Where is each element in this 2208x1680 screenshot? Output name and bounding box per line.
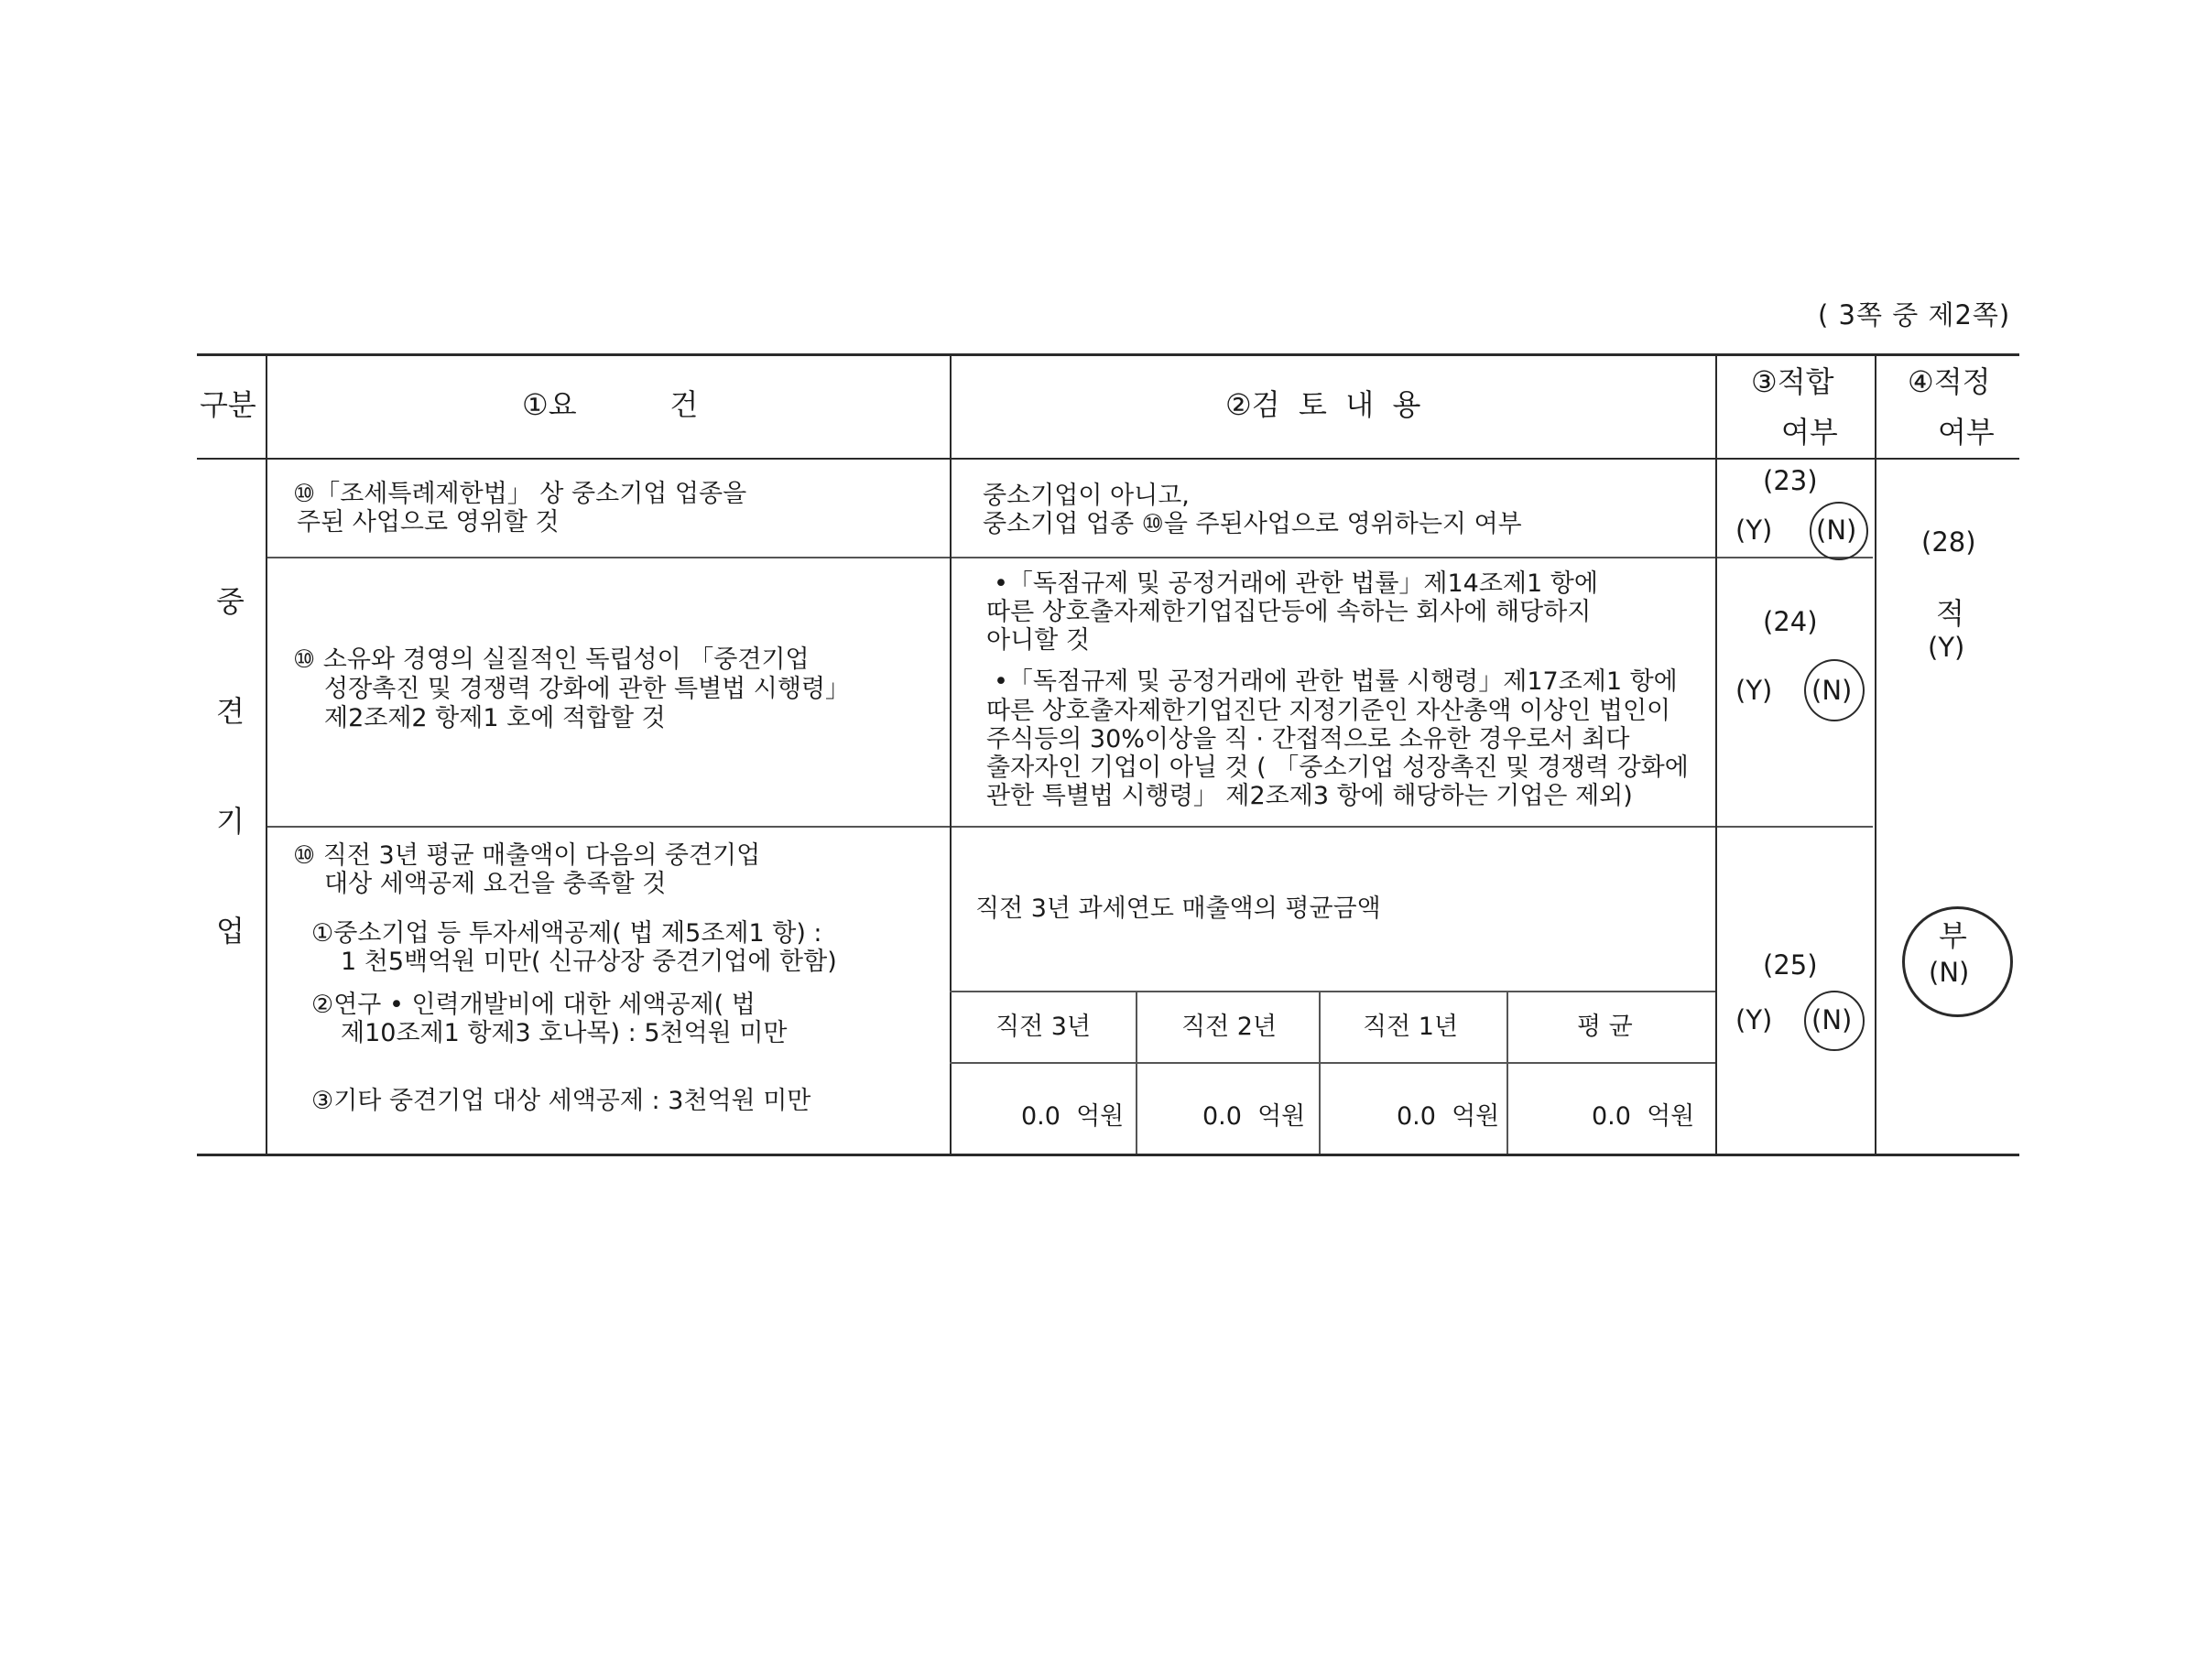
header-requirement: ①요 건 xyxy=(522,387,699,422)
col-divider-3 xyxy=(1715,353,1717,1155)
sales-col-3 xyxy=(1506,991,1508,1154)
category-char-1: 중 xyxy=(216,584,245,619)
page-number: ( 3쪽 중 제2쪽) xyxy=(1818,299,2011,331)
sales-header-1y: 직전 1년 xyxy=(1363,1013,1459,1041)
sales-header-2y: 직전 2년 xyxy=(1181,1013,1278,1041)
row1-y-option[interactable]: (Y) xyxy=(1735,515,1773,546)
row2-code: (24) xyxy=(1763,606,1818,637)
proper-bottom-n[interactable]: (N) xyxy=(1929,957,1970,988)
row3-n-option[interactable]: (N) xyxy=(1811,1004,1853,1035)
header-category: 구분 xyxy=(200,387,256,422)
row2-y-option[interactable]: (Y) xyxy=(1735,675,1773,706)
row2-border xyxy=(266,826,1873,828)
row1-n-option[interactable]: (N) xyxy=(1816,515,1857,546)
proper-bottom-value: 부 xyxy=(1939,918,1967,953)
sales-col-2 xyxy=(1319,991,1321,1154)
row2-review-line5: 따른 상호출자제한기업진단 지정기준인 자산총액 이상인 법인이 xyxy=(986,697,1671,725)
row1-review-line2: 중소기업 업종 ⑩을 주된사업으로 영위하는지 여부 xyxy=(983,510,1522,538)
row3-requirement-line7: ③기타 중견기업 대상 세액공제 : 3천억원 미만 xyxy=(311,1087,811,1115)
category-char-4: 업 xyxy=(216,914,245,948)
col-divider-4 xyxy=(1875,353,1876,1155)
row3-requirement-line6: 제10조제1 항제3 호나목) : 5천억원 미만 xyxy=(341,1019,788,1047)
header-proper-line2: 여부 xyxy=(1938,415,1995,450)
col-divider-1 xyxy=(266,353,267,1155)
sales-value-1y[interactable]: 0.0 억원 xyxy=(1397,1102,1500,1131)
row3-review-title: 직전 3년 과세연도 매출액의 평균금액 xyxy=(975,894,1381,923)
sales-value-3y[interactable]: 0.0 억원 xyxy=(1021,1102,1125,1131)
proper-top-code: (28) xyxy=(1921,526,1976,558)
category-char-3: 기 xyxy=(216,804,245,839)
row3-code: (25) xyxy=(1763,949,1818,981)
sales-header-3y: 직전 3년 xyxy=(995,1013,1092,1041)
row3-requirement-line3: ①중소기업 등 투자세액공제( 법 제5조제1 항) : xyxy=(311,919,822,948)
row2-n-option[interactable]: (N) xyxy=(1811,675,1853,706)
sales-header-avg: 평 균 xyxy=(1577,1013,1633,1041)
row2-review-line1: •「독점규제 및 공정거래에 관한 법률」제14조제1 항에 xyxy=(994,569,1598,598)
row2-review-line8: 관한 특별법 시행령」 제2조제3 항에 해당하는 기업은 제외) xyxy=(986,782,1633,810)
row1-requirement-line1: ⑩「조세특례제한법」 상 중소기업 업종을 xyxy=(293,480,747,508)
sales-table-mid xyxy=(950,1062,1715,1064)
row1-border xyxy=(266,557,1873,558)
header-bottom-border xyxy=(197,458,2019,460)
sales-value-avg[interactable]: 0.0 억원 xyxy=(1592,1102,1695,1131)
row2-review-line2: 따른 상호출자제한기업집단등에 속하는 회사에 해당하지 xyxy=(986,598,1592,626)
row1-review-line1: 중소기업이 아니고, xyxy=(983,482,1190,510)
header-proper-line1: ④적정 xyxy=(1908,364,1991,399)
row2-review-line3: 아니할 것 xyxy=(986,626,1090,655)
header-fit-line2: 여부 xyxy=(1781,415,1838,450)
header-fit-line1: ③적합 xyxy=(1751,364,1834,399)
row1-code: (23) xyxy=(1763,465,1818,496)
header-review: ②검 토 내 용 xyxy=(1225,387,1421,422)
row3-requirement-line2: 대상 세액공제 요건을 충족할 것 xyxy=(324,870,667,898)
category-char-2: 견 xyxy=(216,694,245,729)
table-bottom-border xyxy=(197,1154,2019,1156)
row1-requirement-line2: 주된 사업으로 영위할 것 xyxy=(297,508,560,537)
row3-requirement-line4: 1 천5백억원 미만( 신규상장 중견기업에 한함) xyxy=(341,948,837,976)
proper-top-y[interactable]: (Y) xyxy=(1928,632,1965,663)
row3-y-option[interactable]: (Y) xyxy=(1735,1004,1773,1035)
row3-requirement-line1: ⑩ 직전 3년 평균 매출액이 다음의 중견기업 xyxy=(293,841,761,870)
sales-col-1 xyxy=(1136,991,1137,1154)
proper-top-value: 적 xyxy=(1936,596,1964,631)
row2-requirement-line1: ⑩ 소유와 경영의 실질적인 독립성이 「중견기업 xyxy=(293,645,810,674)
col-divider-2 xyxy=(950,353,952,1155)
sales-value-2y[interactable]: 0.0 억원 xyxy=(1202,1102,1306,1131)
table-top-border xyxy=(197,353,2019,356)
sales-table-top xyxy=(950,991,1715,992)
row2-requirement-line3: 제2조제2 항제1 호에 적합할 것 xyxy=(324,704,666,732)
row3-requirement-line5: ②연구 • 인력개발비에 대한 세액공제( 법 xyxy=(311,991,756,1019)
row2-review-line7: 출자자인 기업이 아닐 것 ( 「중소기업 성장촉진 및 경쟁력 강화에 xyxy=(986,753,1689,782)
row2-review-line6: 주식등의 30%이상을 직 · 간접적으로 소유한 경우로서 최다 xyxy=(986,725,1630,753)
row2-requirement-line2: 성장촉진 및 경쟁력 강화에 관한 특별법 시행령」 xyxy=(324,675,851,703)
row2-review-line4: •「독점규제 및 공정거래에 관한 법률 시행령」제17조제1 항에 xyxy=(994,667,1678,696)
